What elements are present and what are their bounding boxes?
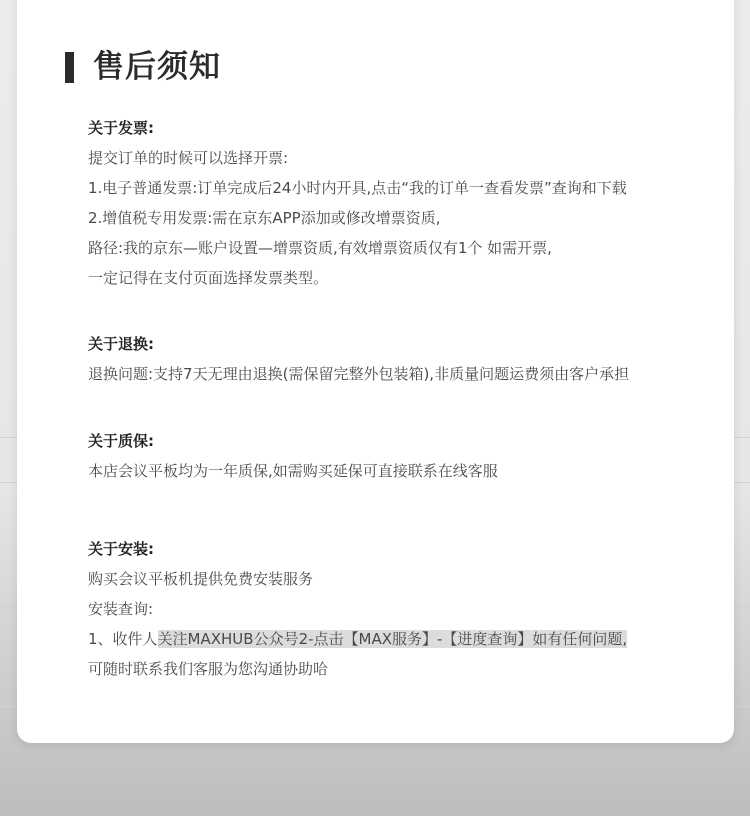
invoice-section (88, 113, 728, 293)
installation-query-line (88, 624, 728, 654)
section-line: 可随时联系我们客服为您沟通协助哈 (88, 660, 329, 678)
returns-section (88, 329, 728, 389)
section-line: 退换问题:支持7天无理由退换(需保留完整外包装箱),非质量问题运费须由客户承担 (88, 365, 630, 383)
section-heading: 关于安装: (88, 540, 154, 558)
installation-section (88, 534, 728, 684)
section-line: 安装查询: (88, 600, 154, 618)
section-heading: 关于退换: (88, 335, 154, 353)
section-line: 提交订单的时候可以选择开票: (88, 149, 289, 167)
section-line: 1.电子普通发票:订单完成后24小时内开具,点击“我的订单一查看发票”查询和下载 (88, 179, 627, 197)
page-title: 售后须知 (93, 49, 221, 85)
section-line: 路径:我的京东—账户设置—增票资质,有效增票资质仅有1个 如需开票, (88, 239, 552, 257)
section-line: 本店会议平板均为一年质保,如需购买延保可直接联系在线客服 (88, 462, 498, 480)
title-accent-bar (65, 52, 74, 83)
warranty-section (88, 426, 728, 486)
section-heading: 关于发票: (88, 119, 154, 137)
section-heading: 关于质保: (88, 432, 154, 450)
section-line: 2.增值税专用发票:需在京东APP添加或修改增票资质, (88, 209, 441, 227)
highlighted-query-text: 关注MAXHUB公众号2-点击【MAX服务】-【进度查询】如有任何问题, (157, 630, 628, 648)
section-line: 一定记得在支付页面选择发票类型。 (88, 269, 329, 287)
section-line: 购买会议平板机提供免费安装服务 (88, 570, 314, 588)
query-line-prefix: 1、收件人 (88, 630, 158, 648)
